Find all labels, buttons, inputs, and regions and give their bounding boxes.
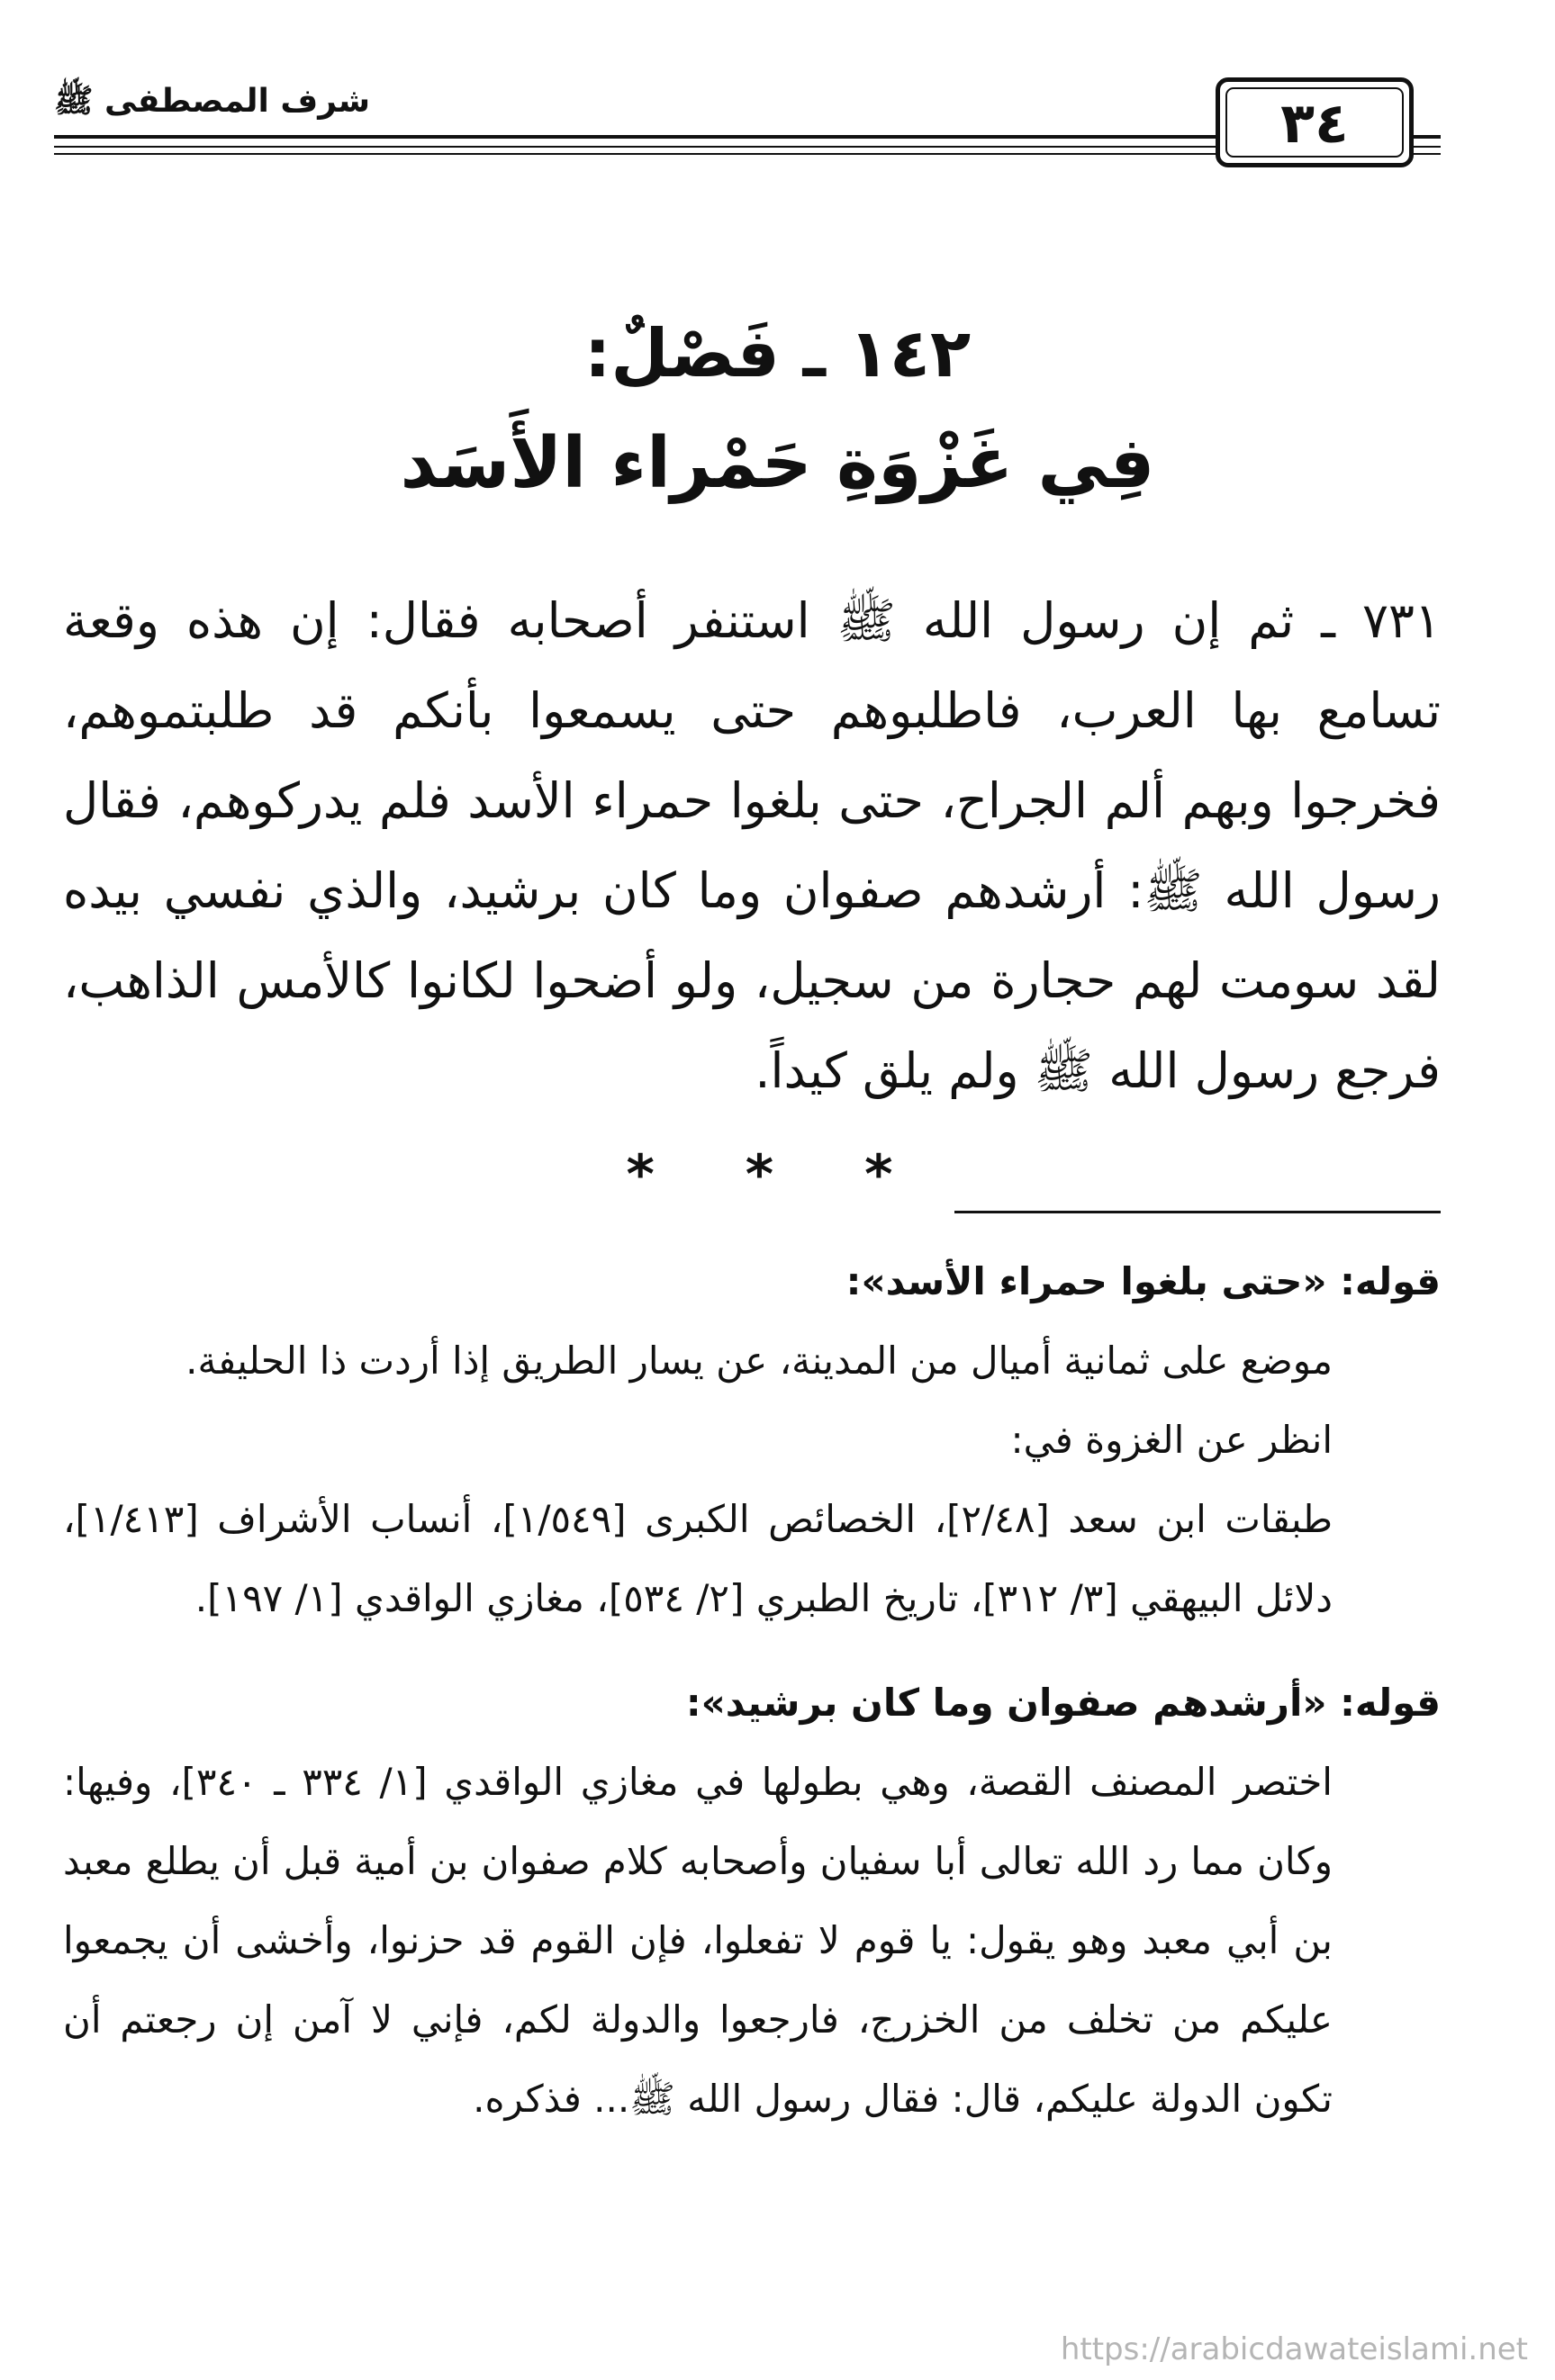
footnote-rule [954, 1211, 1441, 1213]
page-header [54, 70, 1441, 169]
page-number-frame [1216, 77, 1414, 167]
chapter-number: ١٤٢ ـ فَصْلٌ: [583, 315, 972, 392]
running-title: شرف المصطفى ﷺ [54, 81, 403, 128]
page-number: ٣٤ [1225, 87, 1404, 158]
footnote-heading: قوله: «أرشدهم صفوان وما كان برشيد»: [685, 1681, 1441, 1725]
chapter-title: فِي غَزْوَةِ حَمْراء الأَسَد [400, 423, 1155, 504]
main-paragraph: ٧٣١ ـ ثم إن رسول الله ﷺ استنفر أصحابه فقال: إن هذه وقعة تسامع بها العرب، فاطلبوهم حتى يسمعوا بأنكم قد طلبتموهم، فخرجوا وبهم ألم الجراح، حتى بلغوا حمراء الأسد فلم يدركوهم، فقال رسول الله ﷺ: أرشدهم صفوان وما كان برشيد، والذي نفسي بيده لقد سومت لهم حجارة من سجيل، ولو أضحوا لكانوا كالأمس الذاهب، فرجع رسول الله ﷺ ولم يلق كيداً. [63, 592, 1441, 1099]
footnote [63, 1242, 1441, 1638]
footnote-heading: قوله: «حتى بلغوا حمراء الأسد»: [845, 1259, 1441, 1303]
watermark-url: https://arabicdawateislami.net [1060, 2331, 1528, 2367]
footnotes [63, 1242, 1441, 2139]
footnote-line: موضع على ثمانية أميال من المدينة، عن يسار الطريق إذا أردت ذا الحليفة. [185, 1339, 1333, 1383]
footnote-line: اختصر المصنف القصة، وهي بطولها في مغازي الواقدي [١/ ٣٣٤ ـ ٣٤٠]، وفيها: وكان مما رد الله تعالى أبا سفيان وأصحابه كلام صفوان بن أمية قبل أن يطلع معبد بن أبي معبد وهو يقول: يا قوم لا تفعلوا، فإن القوم قد حزنوا، وأخشى أن يجمعوا عليكم من تخلف من الخزرج، فارجعوا والدولة لكم، فإني لا آمن إن رجعتم أن تكون الدولة عليكم، قال: فقال رسول الله ﷺ... فذكره. [63, 1760, 1333, 2121]
footnote-line: طبقات ابن سعد [٢/٤٨]، الخصائص الكبرى [١/٥٤٩]، أنساب الأشراف [١/٤١٣]، دلائل البيهقي [٣/ ٣١٢]، تاريخ الطبري [٢/ ٥٣٤]، مغازي الواقدي [١/ ١٩٧]. [63, 1497, 1334, 1620]
section-separator: * * * [626, 1143, 929, 1206]
footnote-line: انظر عن الغزوة في: [1010, 1418, 1333, 1462]
footnote [63, 1663, 1441, 2139]
